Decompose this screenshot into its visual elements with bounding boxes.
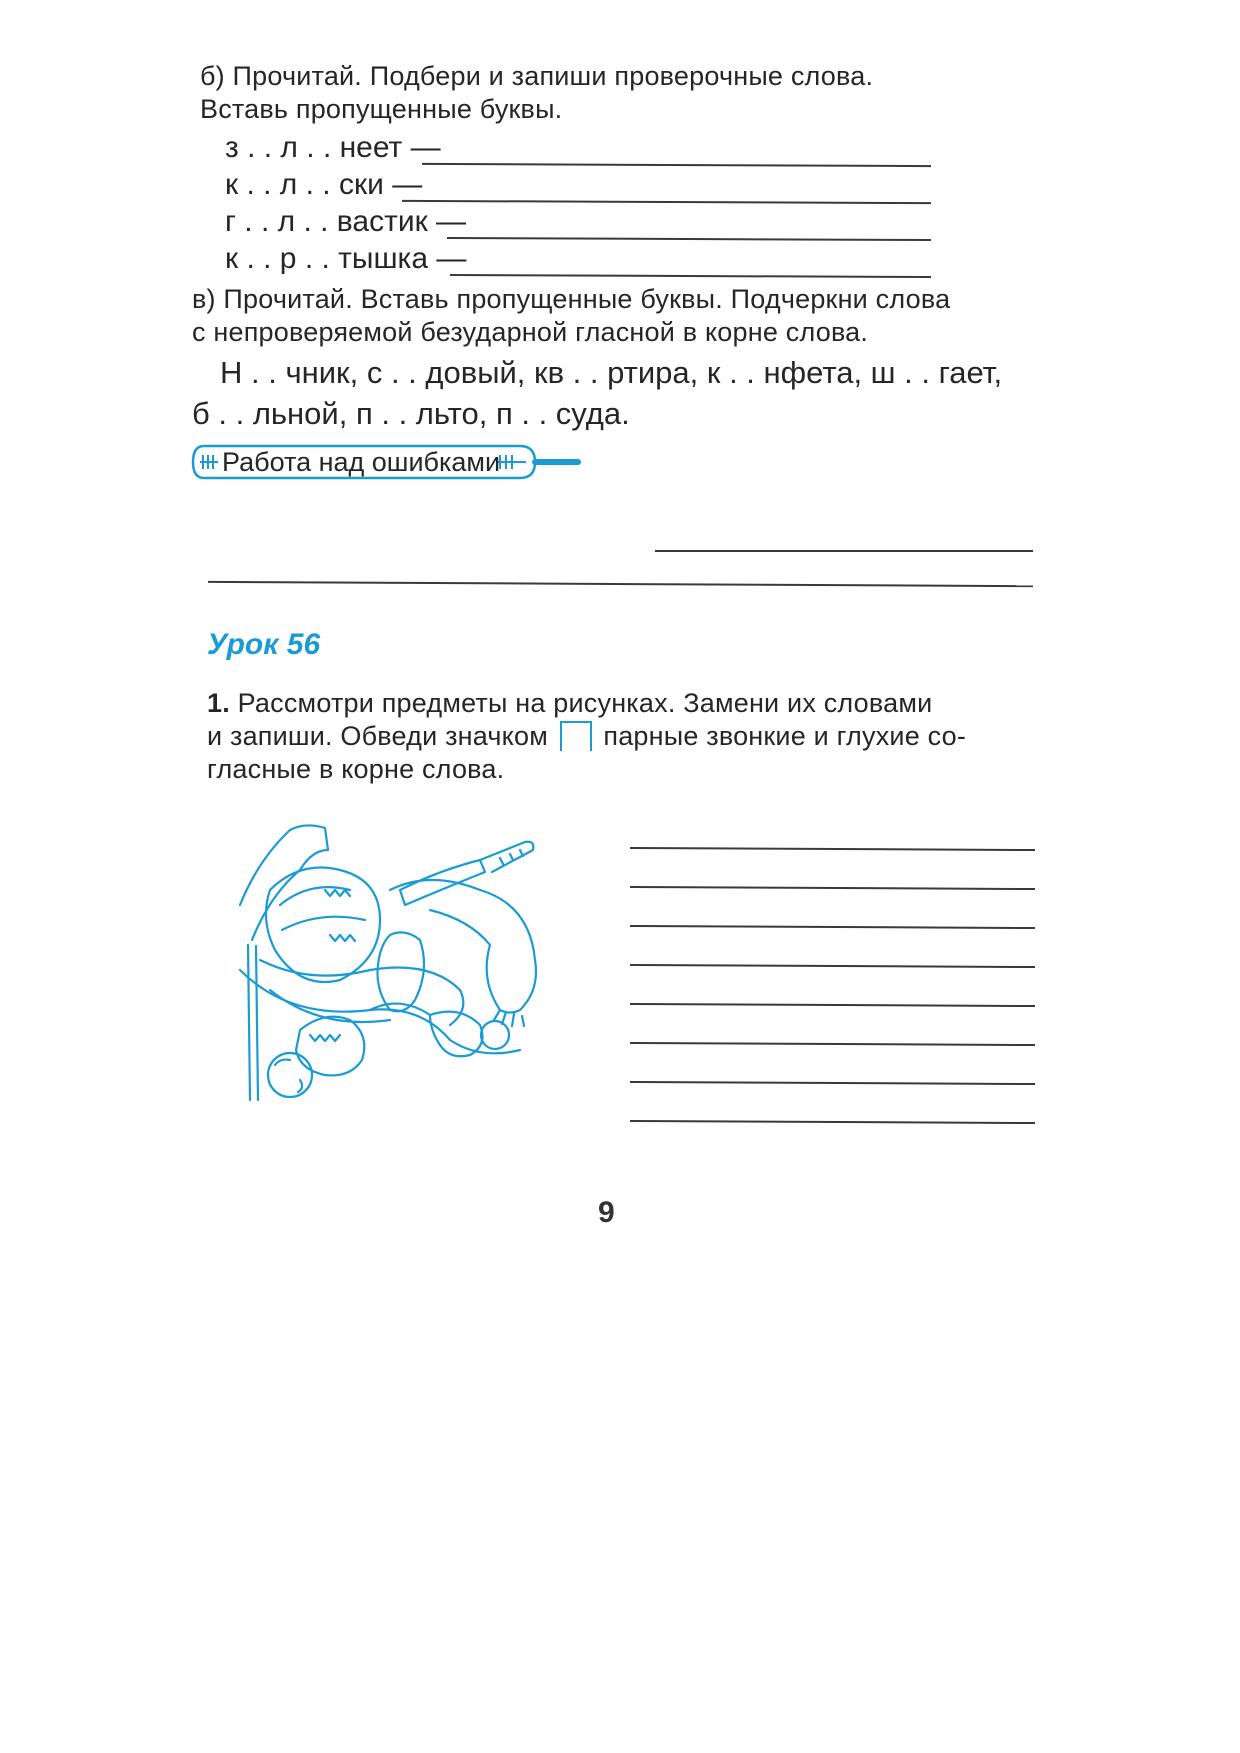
- answer-line[interactable]: [630, 886, 1035, 890]
- answer-line[interactable]: [630, 964, 1035, 968]
- errors-banner-label: Работа над ошибками: [222, 447, 501, 477]
- clothes-illustration: [230, 810, 630, 1110]
- word-item: з . . л . . неет —: [225, 131, 441, 164]
- answer-line[interactable]: [630, 1042, 1035, 1046]
- answer-line[interactable]: [630, 925, 1035, 929]
- answer-line[interactable]: [450, 274, 931, 278]
- task-b-line-2: Вставь пропущенные буквы.: [200, 94, 563, 124]
- task-v-words: [192, 352, 1003, 434]
- answer-line[interactable]: [630, 1081, 1035, 1085]
- task-b-instructions: [200, 60, 940, 126]
- page-number: 9: [598, 1196, 615, 1229]
- task-v-instructions: [192, 283, 951, 349]
- answer-line[interactable]: [208, 581, 1033, 587]
- task-v-sentence-1: Н . . чник, с . . довый, кв . . ртира, к . . нфета, ш . . гает,: [220, 355, 1003, 390]
- word-row-3: [225, 204, 935, 244]
- word-row-1: [225, 130, 935, 170]
- task-number: 1.: [207, 688, 230, 718]
- task-v-line-1: в) Прочитай. Вставь пропущенные буквы. Подчеркни слова: [192, 284, 951, 314]
- winter-clothes-icon: [230, 810, 630, 1110]
- word-item: г . . л . . вастик —: [225, 205, 467, 238]
- errors-banner: [190, 440, 590, 488]
- root-bracket-icon: [560, 721, 592, 751]
- task-v-line-2: с непроверяемой безударной гласной в корне слова.: [192, 317, 869, 347]
- answer-line[interactable]: [630, 847, 1035, 851]
- answer-line[interactable]: [655, 550, 1033, 552]
- word-row-4: [225, 241, 935, 281]
- task-1-line-1: [207, 687, 1037, 720]
- task-1-text-3: гласные в корне слова.: [207, 754, 505, 784]
- task-1-text-1: Рассмотри предметы на рисунках. Замени их словами: [237, 688, 933, 718]
- task-1-line-2: [207, 720, 1037, 753]
- task-v-sentence-2: б . . льной, п . . льто, п . . суда.: [192, 396, 630, 431]
- word-item: к . . р . . тышка —: [225, 242, 467, 275]
- task-b-line-1: б) Прочитай. Подбери и запиши проверочные слова.: [200, 61, 874, 91]
- answer-line[interactable]: [630, 1003, 1035, 1007]
- lesson-title: Урок 56: [207, 628, 321, 661]
- task-1: [207, 687, 1037, 786]
- task-1-text-2b: парные звонкие и глухие со-: [603, 721, 967, 751]
- answer-line[interactable]: [630, 1120, 1035, 1124]
- word-item: к . . л . . ски —: [225, 168, 423, 201]
- word-row-2: [225, 167, 935, 207]
- task-1-text-2a: и запиши. Обведи значком: [207, 721, 548, 751]
